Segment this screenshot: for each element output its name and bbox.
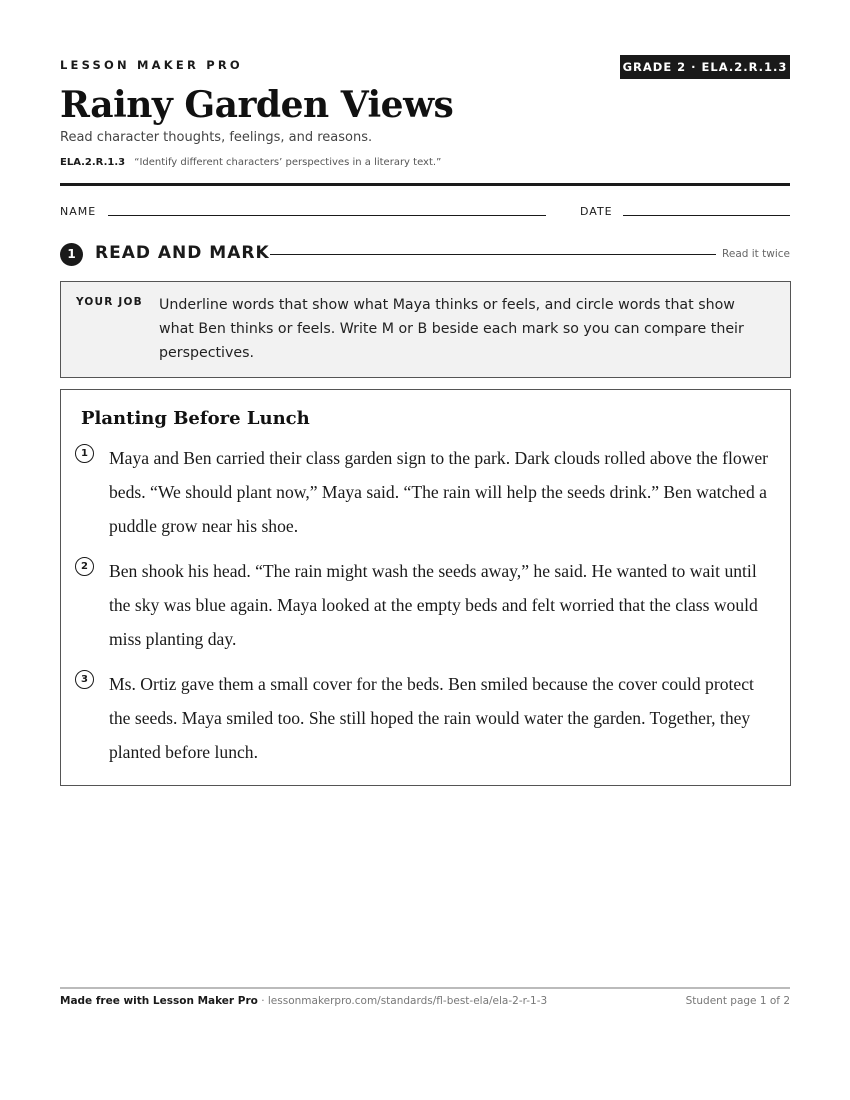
footer-credit — [60, 995, 547, 1007]
instructions-text: Underline words that show what Maya thinks or feels, and circle words that show what Ben thinks or feels. Write M or B beside each mark so you can compare their perspectives. — [159, 297, 744, 361]
date-label: DATE — [580, 205, 613, 218]
section-title: READ AND MARK — [95, 243, 270, 263]
section-divider — [270, 254, 716, 255]
paragraph-number-badge: 1 — [75, 444, 94, 463]
paragraph-text: Ben shook his head. “The rain might wash the seeds away,” he said. He wanted to wait until the sky was blue again. Maya looked at the empty beds and felt worried that the class would miss planting day. — [109, 561, 758, 649]
instructions-box — [60, 281, 791, 378]
name-label: NAME — [60, 205, 97, 218]
paragraph-text: Ms. Ortiz gave them a small cover for the beds. Ben smiled because the cover could protect the seeds. Maya smiled too. She still hoped the rain would water the garden. Together, they planted before lunch. — [109, 674, 754, 762]
standard-line — [60, 157, 441, 168]
header-divider — [60, 183, 790, 186]
story-passage — [60, 389, 791, 786]
footer-page-number: Student page 1 of 2 — [685, 995, 790, 1007]
worksheet-title: Rainy Garden Views — [60, 84, 454, 126]
standard-code: ELA.2.R.1.3 — [60, 157, 126, 168]
standard-quote: “Identify different characters’ perspectives in a literary text.” — [134, 157, 442, 168]
brand-name: LESSON MAKER PRO — [60, 58, 243, 72]
grade-badge: GRADE 2 · ELA.2.R.1.3 — [620, 55, 790, 79]
worksheet-subtitle: Read character thoughts, feelings, and reasons. — [60, 130, 373, 145]
instructions-label: YOUR JOB — [76, 296, 143, 308]
section-hint: Read it twice — [722, 248, 790, 260]
footer-url: · lessonmakerpro.com/standards/fl-best-ela/ela-2-r-1-3 — [261, 995, 548, 1007]
paragraph-number-badge: 2 — [75, 557, 94, 576]
footer-made-with: Made free with Lesson Maker Pro — [60, 995, 258, 1007]
paragraph-number-badge: 3 — [75, 670, 94, 689]
section-number-badge: 1 — [60, 243, 83, 266]
paragraph-text: Maya and Ben carried their class garden sign to the park. Dark clouds rolled above the flower beds. “We should plant now,” Maya said. “The rain will help the seeds drink.” Ben watched a puddle grow near his shoe. — [109, 448, 769, 536]
name-field[interactable] — [108, 215, 546, 216]
section-header — [60, 242, 790, 266]
date-field[interactable] — [623, 215, 790, 216]
story-title: Planting Before Lunch — [81, 408, 310, 429]
footer-divider — [60, 987, 790, 989]
